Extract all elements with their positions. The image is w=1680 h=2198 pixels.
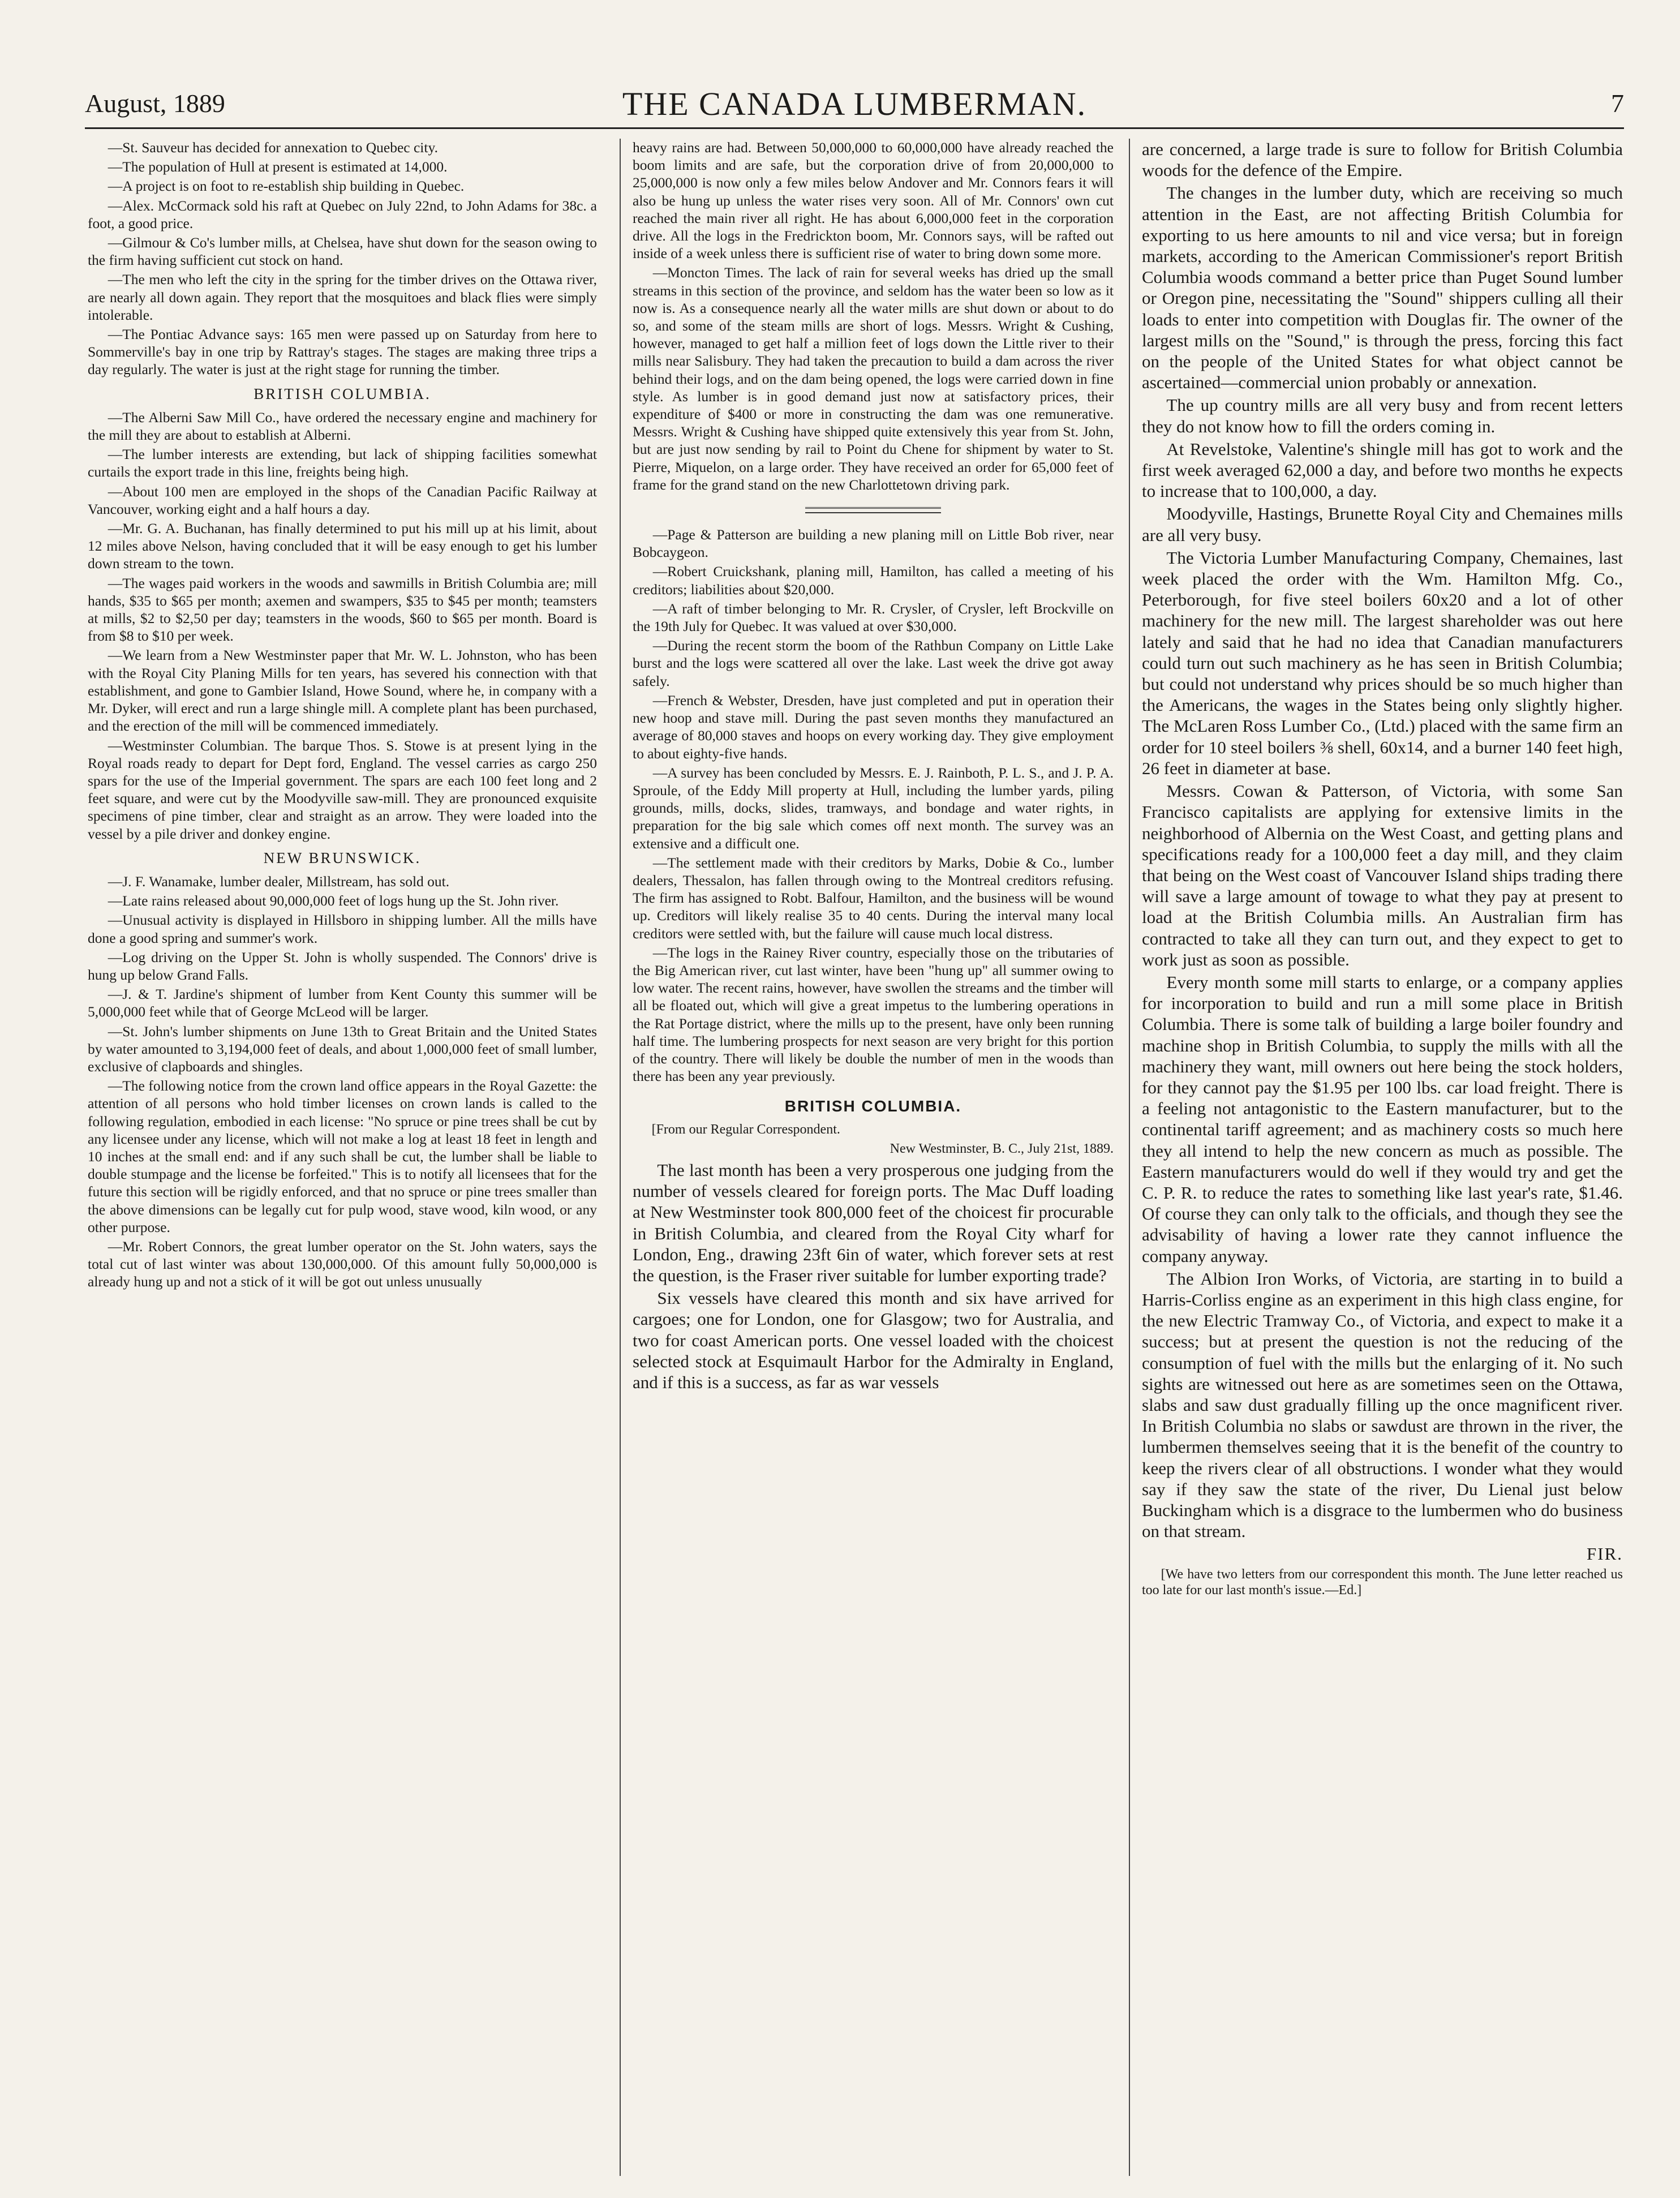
news-item: —Log driving on the Upper St. John is wholly suspended. The Connors' drive is hung up below Grand Falls.: [88, 948, 597, 983]
news-item: —Westminster Columbian. The barque Thos. S. Stowe is at present lying in the Royal roads ready to depart for Dept ford, England. The vessel carries as cargo 250 spars for the use of the Imperial government. The spars are each 100 feet long and 2 feet square, and were cut by the Moodyville saw-mill. They are pronounced exquisite specimens of pine timber, clear and straight as an arrow. They were loaded into the vessel by a pile driver and donkey engine.: [88, 737, 597, 842]
news-item: —J. F. Wanamake, lumber dealer, Millstream, has sold out.: [108, 873, 450, 890]
news-item: —A project is on foot to re-establish ship building in Quebec.: [108, 178, 465, 195]
column-divider: [1129, 139, 1130, 2176]
news-item: —The settlement made with their creditors by Marks, Dobie & Co., lumber dealers, Thessalon, has fallen through owing to the Montreal creditors refusing. The firm has assigned to Robt. Balfour, Hamilton, and the business will be wound up. Creditors will likely realise 35 to 40 cents. During the interval many local creditors were settled with, but the failure will cause much local distress.: [633, 854, 1114, 942]
news-item: —During the recent storm the boom of the Rathbun Company on Little Lake burst and the logs were scattered all over the lake. Last week the drive got away safely.: [633, 637, 1114, 689]
section-heading: BRITISH COLUMBIA.: [784, 1097, 962, 1115]
news-item: —The population of Hull at present is estimated at 14,000.: [108, 158, 448, 175]
letter-paragraph: The Victoria Lumber Manufacturing Company, Chemaines, last week placed the order with the Wm. Hamilton Mfg. Co., Peterborough, for five steel boilers 60x20 and a lot of other machinery for the new mill. The largest shareholder was out here lately and said that he had no idea that Canadian manufacturers could turn out such machinery as he has seen in British Columbia; but could not understand why prices should be so much higher than the Americans, the wages in the States being only slightly higher. The McLaren Ross Lumber Co., (Ltd.) placed with the same firm an order for 10 steel boilers ⅜ shell, 60x14, and a burner 140 feet high, 26 feet in diameter at base.: [1142, 547, 1623, 778]
letter-paragraph: Six vessels have cleared this month and six have arrived for cargoes; one for London, one for Glasgow; two for Australia, and two for coast American ports. One vessel loaded with the choicest selected stock at Esquimault Harbor for the Admiralty in England, and if this is a success, as far as war vessels: [633, 1288, 1114, 1392]
news-item: heavy rains are had. Between 50,000,000 to 60,000,000 have already reached the boom limits and are safe, but the corporation drive of from 20,000,000 to 25,000,000 is now only a few miles below Andover and Mr. Connors fears it will also be hung up unless the water rises very soon. All of Mr. Connors' own cut reached the main river all right. He has about 6,000,000 feet in the corporation drive. All the logs in the Fredrickton boom, Mr. Connors says, will be rafted out inside of a week unless there is sufficient rise of water to bring down some more.: [633, 139, 1114, 262]
news-item: —French & Webster, Dresden, have just completed and put in operation their new hoop and stave mill. During the past seven months they manufactured an average of 80,000 staves and hoops on every working day. They give employment to about eighty-five hands.: [633, 692, 1114, 762]
column-1: [88, 139, 597, 1293]
news-item: —The following notice from the crown land office appears in the Royal Gazette: the attention of all persons who hold timber licenses on crown lands is called to the following regulation, embodied in each license: "No spruce or pine trees shall be cut by any licensee under any license, which will not make a log at least 18 feet in length and 10 inches at the small end: and if any such shall be cut, the lumber shall be liable to double stumpage and the license be forfeited." This is to notify all licensees that for the future this section will be rigidly enforced, and that no spruce or pine trees smaller than the above dimensions can be legally cut for pulp wood, stave wood, kiln wood, or any other purpose.: [88, 1077, 597, 1235]
news-item: —The Alberni Saw Mill Co., have ordered the necessary engine and machinery for the mill they are about to establish at Alberni.: [88, 409, 597, 444]
page-header: [85, 85, 1624, 130]
column-3: [1142, 139, 1623, 1600]
news-item: —A raft of timber belonging to Mr. R. Crysler, of Crysler, left Brockville on the 19th July for Quebec. It was valued at over $30,000.: [633, 600, 1114, 635]
letter-paragraph: Messrs. Cowan & Patterson, of Victoria, with some San Francisco capitalists are applying for extensive limits in the neighborhood of Albernia on the West Coast, and getting plans and specifications ready for a 100,000 feet a day mill, and they claim that being on the West coast of Vancouver Island ships trading there will save a large amount of towage to what they pay at present to load at the British Columbia mills. An Australian firm has contracted to take all they can turn out, and they expect to get to work just as soon as possible.: [1142, 781, 1623, 969]
news-item: —Unusual activity is displayed in Hillsboro in shipping lumber. All the mills have done a good spring and summer's work.: [88, 912, 597, 946]
news-item: —Robert Cruickshank, planing mill, Hamilton, has called a meeting of his creditors; liabilities about $20,000.: [633, 563, 1114, 598]
news-item: —Mr. Robert Connors, the great lumber operator on the St. John waters, says the total cut of last winter was about 130,000,000. Of this amount fully 50,000,000 is already hung up and not a stick of it will be got out unless unusually: [88, 1238, 597, 1290]
news-item: —The lumber interests are extending, but lack of shipping facilities somewhat curtails the export trade in this line, freights being high.: [88, 446, 597, 480]
news-item: —St. Sauveur has decided for annexation to Quebec city.: [108, 139, 438, 156]
letter-paragraph: Moodyville, Hastings, Brunette Royal City and Chemaines mills are all very busy.: [1142, 504, 1623, 545]
letter-paragraph: The last month has been a very prosperous one judging from the number of vessels cleared for foreign ports. The Mac Duff loading at New Westminster took 800,000 feet of the choicest fir procurable in British Columbia, and cleared from the Royal City wharf for London, Eng., drawing 23ft 6in of water, which forever sets at rest the question, is the Fraser river suitable for lumber exporting trade?: [633, 1160, 1114, 1285]
masthead-title: THE CANADA LUMBERMAN.: [622, 85, 1087, 122]
news-item: —J. & T. Jardine's shipment of lumber from Kent County this summer will be 5,000,000 feet while that of George McLeod will be larger.: [88, 986, 597, 1020]
signature: FIR.: [1587, 1544, 1623, 1564]
news-item: —The men who left the city in the spring for the timber drives on the Ottawa river, are nearly all down again. They report that the mosquitoes and black flies were simply intolerable.: [88, 271, 597, 323]
news-item: —Mr. G. A. Buchanan, has finally determined to put his mill up at his limit, about 12 miles above Nelson, having concluded that it will be easy enough to get his lumber down stream to the town.: [88, 520, 597, 572]
letter-paragraph: The changes in the lumber duty, which are receiving so much attention in the East, are not affecting British Columbia for exporting to us here amounts to nil and vice versa; but in foreign markets, according to the American Commissioner's report British Columbia woods command a better price than Puget Sound lumber or Oregon pine, necessitating the "Sound" shippers culling all their loads to enter into competition with Douglas fir. The owner of the largest mills on the "Sound," is through the press, forcing this fact on the people of the United States for what object cannot be ascertained—commercial union probably or annexation.: [1142, 183, 1623, 393]
news-item: —Page & Patterson are building a new planing mill on Little Bob river, near Bobcaygeon.: [633, 526, 1114, 561]
editor-note: [We have two letters from our correspondent this month. The June letter reached us too late for our last month's issue.—Ed.]: [1142, 1566, 1623, 1598]
column-2: [633, 139, 1114, 1394]
news-item: —The wages paid workers in the woods and sawmills in British Columbia are; mill hands, $35 to $65 per month; axemen and swampers, $35 to $45 per month; teamsters at mills, $2 to $2,50 per day; teamsters in the woods, $60 to $65 per month. Board is from $8 to $10 per week.: [88, 574, 597, 645]
section-rule: [805, 507, 941, 513]
letter-paragraph: At Revelstoke, Valentine's shingle mill has got to work and the first week averaged 62,000 a day, and before two months he expects to increase that to 100,000, a day.: [1142, 439, 1623, 501]
page-number: 7: [1611, 89, 1624, 118]
header-rule: [85, 127, 1624, 129]
letter-paragraph: are concerned, a large trade is sure to follow for British Columbia woods for the defence of the Empire.: [1142, 139, 1623, 181]
news-item: —We learn from a New Westminster paper that Mr. W. L. Johnston, who has been with the Royal City Planing Mills for ten years, has severed his connection with that establishment, and gone to Gambier Island, Howe Sound, where he, in company with a Mr. Dyker, will erect and run a large shingle mill. A complete plant has been purchased, and the erection of the mill will be commenced immediately.: [88, 647, 597, 735]
news-item: —Gilmour & Co's lumber mills, at Chelsea, have shut down for the season owing to the firm having sufficient cut stock on hand.: [88, 234, 597, 269]
section-heading: NEW BRUNSWICK.: [263, 849, 422, 866]
news-item: —Moncton Times. The lack of rain for several weeks has dried up the small streams in this section of the province, and seldom has the water been so low as it now is. As a consequence nearly all the water mills are shut down or about to do so, and some of the steam mills are short of logs. Messrs. Wright & Cushing, however, managed to get half a million feet of logs down the Little river to their mills near Salisbury. They had taken the precaution to build a dam across the river behind their logs, and on the dam being opened, the logs were carried down in fine style. As lumber is in good demand just now at satisfactory prices, their expenditure of $400 or more in constructing the dam was one remunerative. Messrs. Wright & Cushing have shipped quite extensively this year from St. John, but are just now sending by rail to Point du Chene for shipment by water to St. Pierre, Miquelon, on a large order. They have received an order for 65,000 feet of frame for the grand stand on the new Charlottetown driving park.: [633, 264, 1114, 493]
issue-date: August, 1889: [85, 89, 225, 118]
news-item: —Late rains released about 90,000,000 feet of logs hung up the St. John river.: [108, 892, 559, 909]
news-item: —About 100 men are employed in the shops of the Canadian Pacific Railway at Vancouver, working eight and a half hours a day.: [88, 483, 597, 517]
letter-paragraph: The Albion Iron Works, of Victoria, are starting in to build a Harris-Corliss engine as an experiment in this high class engine, for the new Electric Tramway Co., of Victoria, and expect to make it a success; but at present the question is not the reducing of the consumption of fuel with the mills but the enlarging of it. No such sights are witnessed out here as are sometimes seen on the Ottawa, slabs and saw dust gradually filling up the once magnificent river. In British Columbia no slabs or sawdust are thrown in the river, the lumbermen themselves seeing that it is the benefit of the country to keep the rivers clear of all obstructions. I wonder what they would say if they saw the state of the river, Du Lienal just below Buckingham which is a disgrace to the lumbermen who do business on that stream.: [1142, 1268, 1623, 1542]
letter-paragraph: Every month some mill starts to enlarge, or a company applies for incorporation to build and run a mill some place in British Columbia. There is some talk of building a large boiler foundry and machine shop in British Columbia, to supply the mills with all the machinery they want, mill owners out here being the stock holders, for they cannot pay the $1.95 per 100 lbs. car load freight. There is a feeling not antagonistic to the Eastern manufacturer, but to the continental tariff agreement; and as machinery costs so much here they all intend to help the new concern as much as possible. The Eastern manufacturers would do well if they would try and get the C. P. R. to reduce the rates to something like last year's rate, $1.46. Of course they can only talk to the officials, and though they see the advisability of having a lower rate they cannot influence the company anyway.: [1142, 972, 1623, 1266]
news-item: —The logs in the Rainey River country, especially those on the tributaries of the Big American river, cut last winter, have been "hung up" all summer owing to low water. The recent rains, however, have swollen the streams and the timber will all be floated out, which will give a great impetus to the lumbering operations in the Rat Portage district, where the mills up to the present, have only been running half time. The lumbering prospects for next season are very bright for this portion of the country. There will likely be double the number of men in the woods than there has been any year previously.: [633, 944, 1114, 1085]
byline: [From our Regular Correspondent.: [651, 1122, 840, 1137]
news-item: —A survey has been concluded by Messrs. E. J. Rainboth, P. L. S., and J. P. A. Sproule, of the Eddy Mill property at Hull, including the lumber yards, piling grounds, mills, docks, slides, tramways, and bondage and water rights, in preparation for the big sale which comes off next month. The survey was an extensive and a difficult one.: [633, 764, 1114, 852]
section-heading: BRITISH COLUMBIA.: [253, 385, 431, 402]
news-item: —The Pontiac Advance says: 165 men were passed up on Saturday from here to Sommerville's bay in one trip by Rattray's stages. The stages are making three trips a day regularly. The water is just at the right stage for running the timber.: [88, 326, 597, 378]
letter-paragraph: The up country mills are all very busy and from recent letters they do not know how to fill the orders coming in.: [1142, 395, 1623, 436]
dateline: New Westminster, B. C., July 21st, 1889.: [890, 1141, 1114, 1156]
news-item: —Alex. McCormack sold his raft at Quebec on July 22nd, to John Adams for 38c. a foot, a good price.: [88, 197, 597, 231]
news-item: —St. John's lumber shipments on June 13th to Great Britain and the United States by water amounted to 3,194,000 feet of deals, and about 1,000,000 feet of small lumber, exclusive of clapboards and shingles.: [88, 1023, 597, 1075]
column-divider: [620, 139, 621, 2176]
